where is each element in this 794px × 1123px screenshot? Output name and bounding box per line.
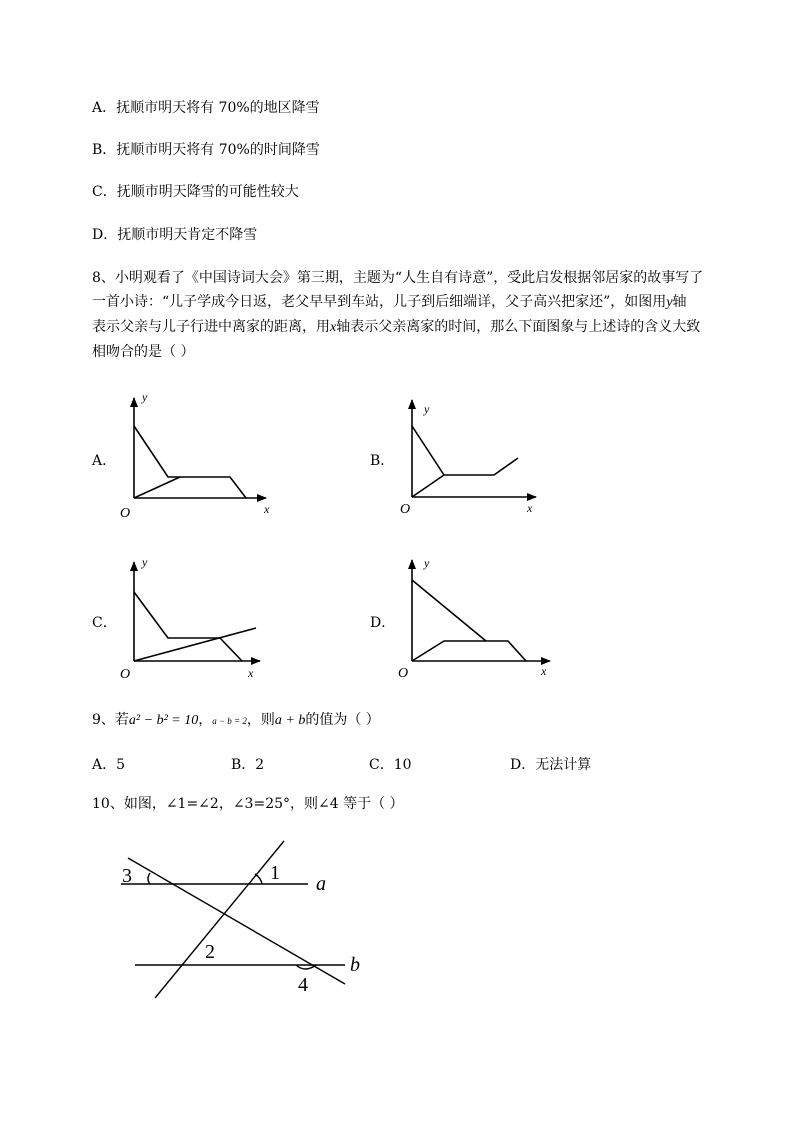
q10-label-4: 4 <box>298 974 308 996</box>
q9-option-d: D．无法计算 <box>510 757 592 773</box>
q8-graph-label-c: C． <box>92 615 117 631</box>
graph-d-y-label: y <box>424 556 430 570</box>
q8-line-4: 相吻合的是（ ） <box>92 344 195 360</box>
q8-line-1: 8、小明观看了《中国诗词大会》第三期，主题为“人生自有诗意”，受此启发根据邻居家的故事写了 <box>92 270 704 286</box>
q8-x-var: x <box>330 320 337 335</box>
graph-c-origin: O <box>120 667 131 682</box>
q9-expr-1: a² − b² = 10 <box>128 713 199 728</box>
q7-option-b: B．抚顺市明天将有 70%的时间降雪 <box>92 142 320 158</box>
q10-label-2: 2 <box>205 941 215 963</box>
q9-prefix: 9、若 <box>92 712 129 728</box>
graph-c-y-label: y <box>142 555 148 569</box>
graph-a-y-label: y <box>142 390 148 404</box>
q9-expr-2: a − b = 2 <box>212 716 247 726</box>
q10-label-a: a <box>316 873 326 895</box>
q8-line-3-end: 轴表示父亲离家的时间，那么下面图象与上述诗的含义大致 <box>336 319 701 335</box>
graph-d-x-label: x <box>541 664 547 678</box>
q10-transversal-2 <box>155 841 284 998</box>
q9-comma: ， <box>198 712 213 728</box>
q8-line-2-end: 轴 <box>672 294 687 310</box>
q10-label-1: 1 <box>270 862 280 884</box>
graph-b-x-label: x <box>527 501 533 515</box>
q10-label-b: b <box>350 954 360 976</box>
graph-b-y-label: y <box>424 402 430 416</box>
graph-d-origin: O <box>398 666 409 681</box>
q8-line-2-text: 一首小诗：“儿子学成今日返，老父早早到车站，儿子到后细端详，父子高兴把家还”，如图用 <box>92 294 667 310</box>
q8-y-var: y <box>666 295 673 310</box>
q7-option-d: D．抚顺市明天肯定不降雪 <box>92 227 258 243</box>
q9-mid: ，则 <box>246 712 275 728</box>
graph-a-x-label: x <box>264 502 270 516</box>
q10-question: 10、如图，∠1=∠2，∠3=25°，则∠4 等于（ ） <box>92 796 404 812</box>
q9-option-c: C．10 <box>369 757 412 773</box>
graph-b-origin: O <box>400 502 411 517</box>
q9-suffix: 的值为（ ） <box>305 712 380 728</box>
q9-expr-3: a + b <box>274 713 306 728</box>
q7-option-a: A．抚顺市明天将有 70%的地区降雪 <box>92 100 320 116</box>
q8-graph-label-d: D． <box>370 615 396 631</box>
graph-c-x-label: x <box>248 666 254 680</box>
q10-label-3: 3 <box>122 865 132 887</box>
graph-a-origin: O <box>120 506 131 521</box>
q8-graph-label-a: A． <box>92 453 117 469</box>
q8-line-3-text: 表示父亲与儿子行进中离家的距离，用 <box>92 319 330 335</box>
q10-angle-3-arc <box>148 873 150 884</box>
q9-option-a: A．5 <box>92 757 126 773</box>
q10-angle-1-arc <box>255 874 262 884</box>
q7-option-c: C．抚顺市明天降雪的可能性较大 <box>92 184 299 200</box>
q9-option-b: B．2 <box>231 757 265 773</box>
q8-graph-label-b: B． <box>370 453 395 469</box>
